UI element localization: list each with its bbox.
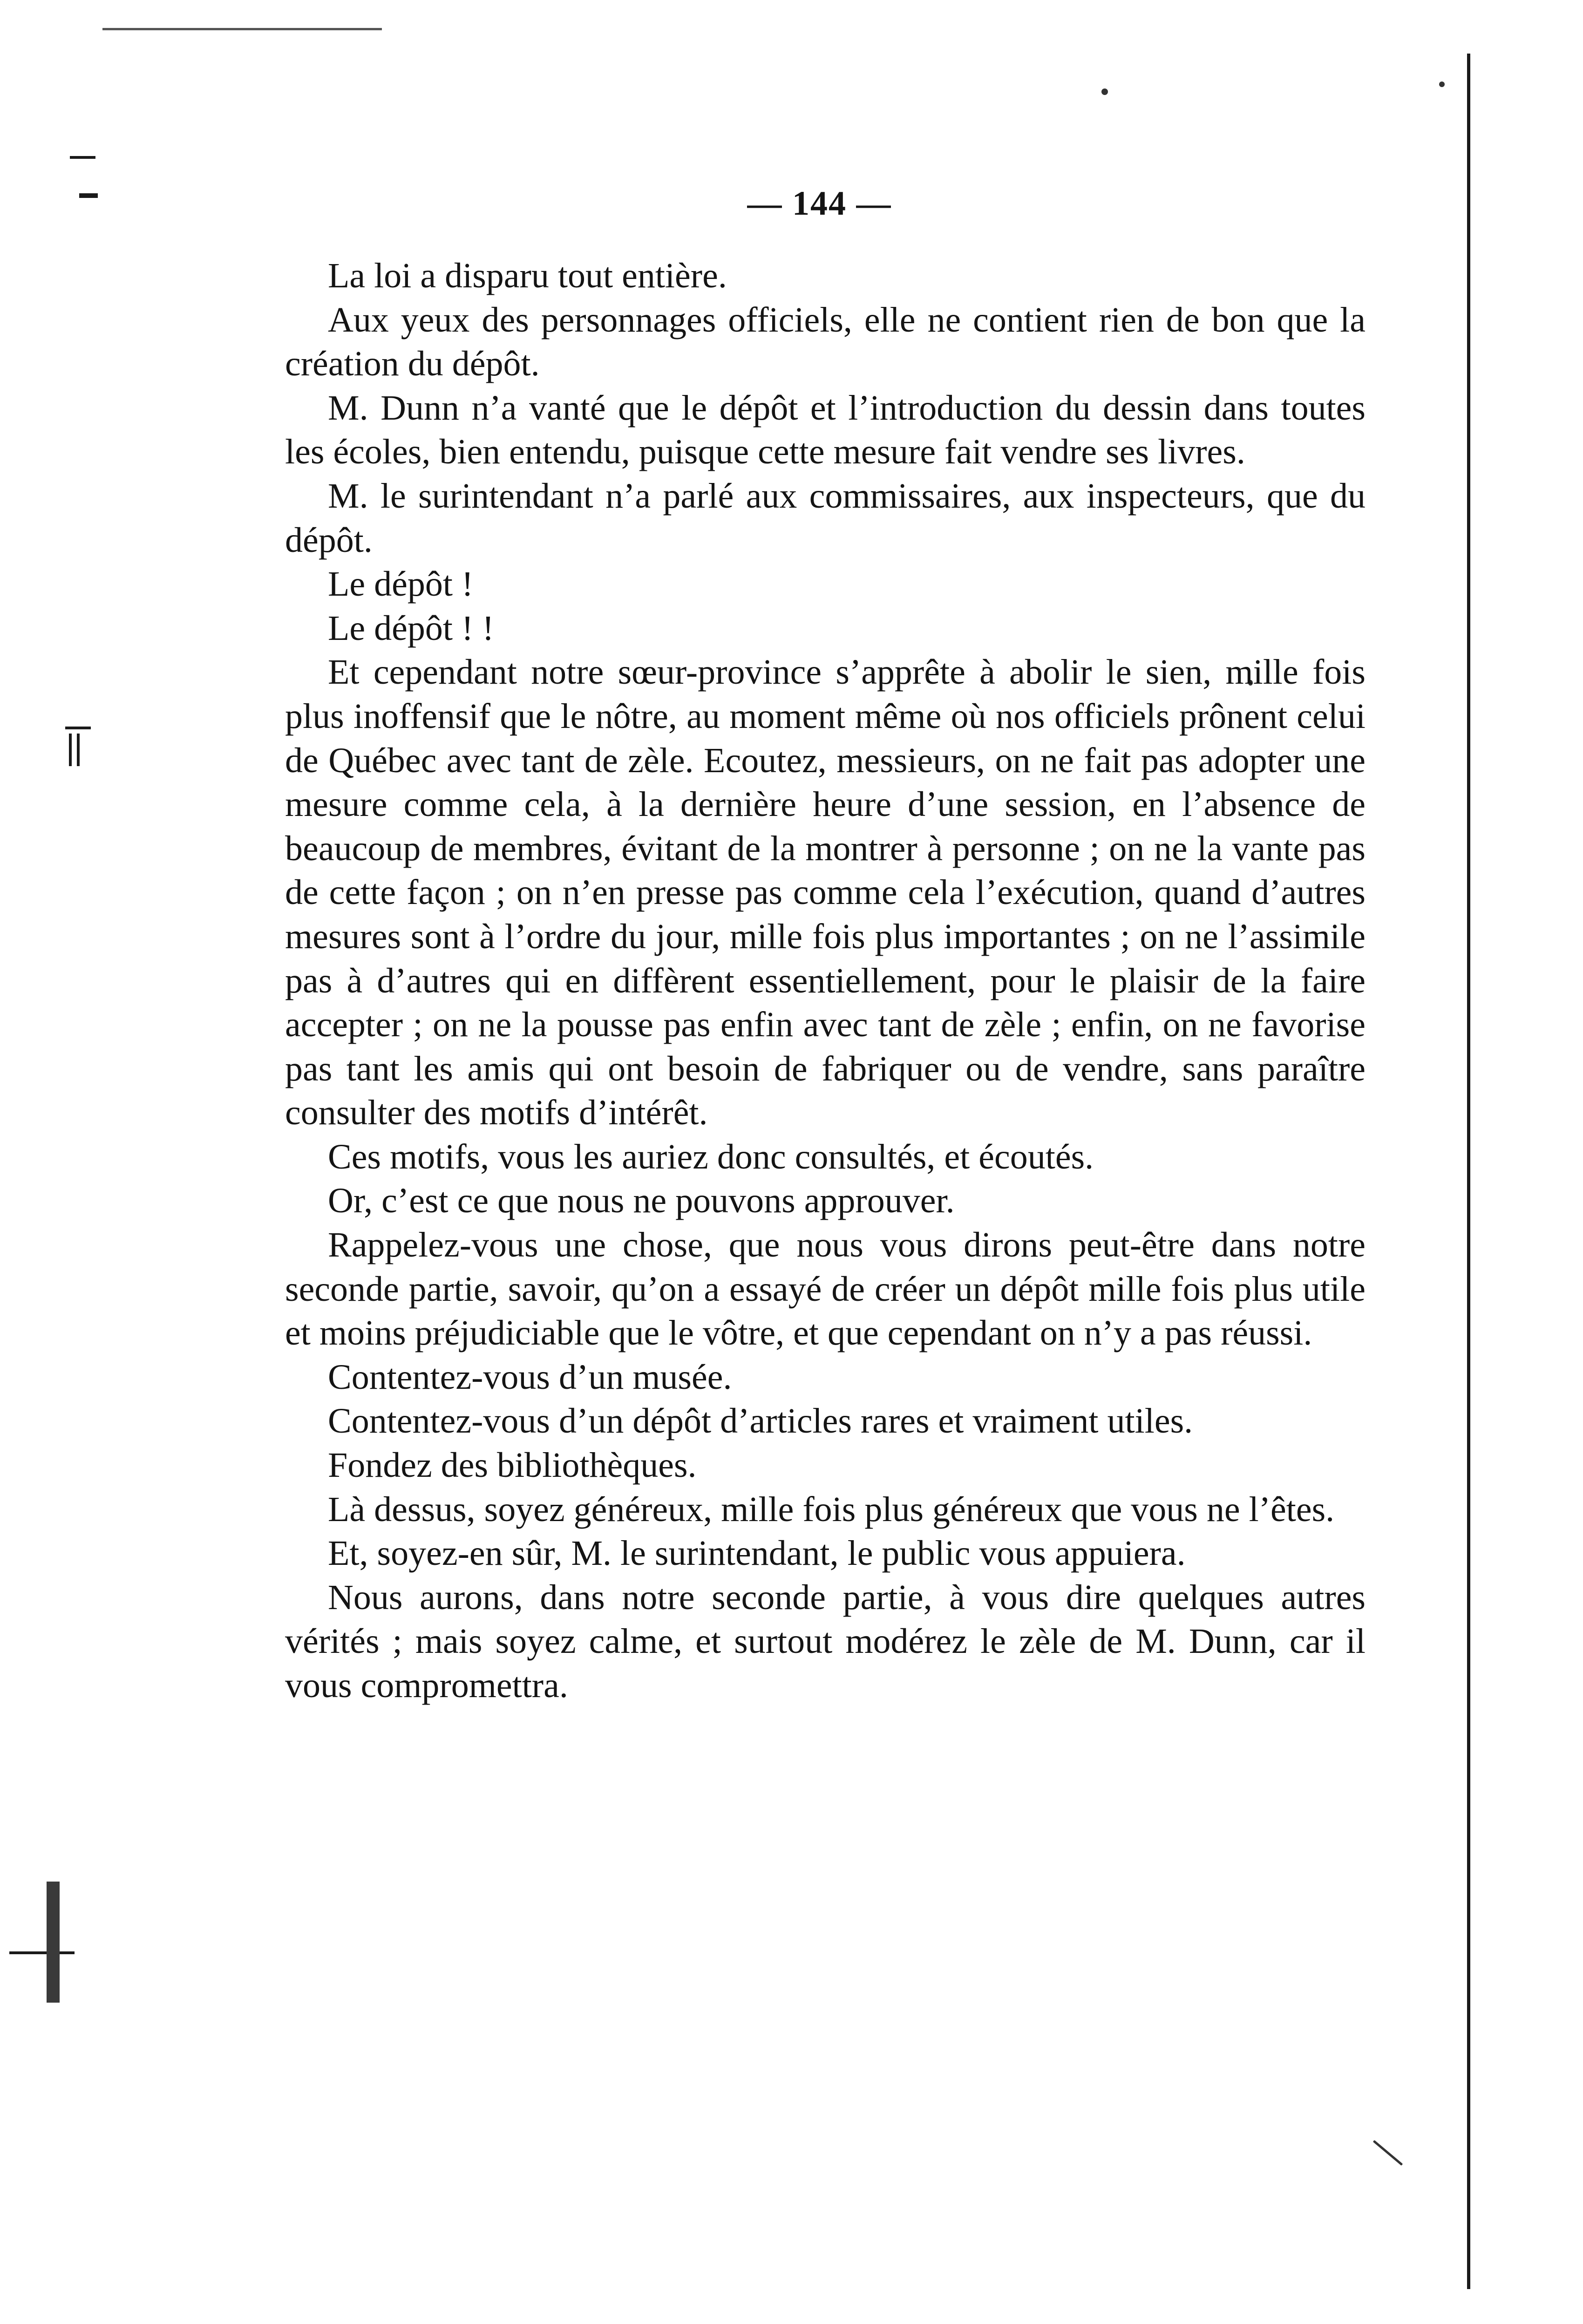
margin-mark	[77, 734, 80, 766]
scan-speck	[1373, 2140, 1403, 2166]
margin-mark	[47, 1882, 60, 2003]
scan-speck	[1101, 88, 1108, 95]
margin-mark	[102, 28, 382, 30]
paragraph: Le dépôt ! !	[328, 608, 494, 648]
margin-mark	[69, 734, 72, 766]
margin-mark	[9, 1951, 75, 1954]
paragraph: M. Dunn n’a vanté que le dépôt et l’introduction du dessin dans toutes les écoles, bien entendu, puisque cette mesure fait vendre ses livres.	[285, 388, 1366, 472]
paragraph: M. le surintendant n’a parlé aux commissaires, aux inspecteurs, que du dépôt.	[285, 476, 1366, 560]
paragraph: Et cependant notre sœur-province s’apprête à abolir le sien, mille fois plus inoffensif que le nôtre, au moment même où nos officiels prônent celui de Québec avec tant de zèle. Ecoutez, messieurs, on ne fait pas adopter une mesure comme cela, à la dernière heure d’une session, en l’absence de beaucoup de membres, évitant de la montrer à personne ; on ne la vante pas de cette façon ; on n’en presse pas comme cela l’exécution, quand d’autres mesures sont à l’ordre du jour, mille fois plus importantes ; on ne l’assimile pas à d’autres qui en diffèrent essentiellement, pour le plaisir de la faire accepter ; on ne la pousse pas enfin avec tant de zèle ; enfin, on ne favorise pas tant les amis qui ont besoin de fabriquer ou de vendre, sans paraître consulter des motifs d’intérêt.	[285, 652, 1366, 1133]
body-text	[285, 254, 1366, 1708]
paragraph: Et, soyez-en sûr, M. le surintendant, le public vous appuiera.	[328, 1534, 1186, 1573]
paragraph: Là dessus, soyez généreux, mille fois plus généreux que vous ne l’êtes.	[328, 1489, 1335, 1529]
page-edge-rule	[1467, 54, 1470, 2289]
paragraph: Contentez-vous d’un musée.	[328, 1357, 732, 1397]
margin-mark	[65, 727, 91, 729]
margin-mark	[70, 156, 95, 159]
paragraph: Or, c’est ce que nous ne pouvons approuver.	[328, 1181, 955, 1221]
paragraph: Ces motifs, vous les auriez donc consultés, et écoutés.	[328, 1137, 1094, 1176]
scan-speck	[1439, 82, 1445, 87]
paragraph: Rappelez-vous une chose, que nous vous dirons peut-être dans notre seconde partie, savoir, qu’on a essayé de créer un dépôt mille fois plus utile et moins préjudiciable que le vôtre, et que cependant on n’y a pas réussi.	[285, 1225, 1366, 1353]
page-number: — 144 —	[747, 184, 892, 223]
paragraph: Le dépôt !	[328, 564, 474, 604]
paragraph: Contentez-vous d’un dépôt d’articles rares et vraiment utiles.	[328, 1401, 1193, 1441]
paragraph: Nous aurons, dans notre seconde partie, à vous dire quelques autres vérités ; mais soyez calme, et surtout modérez le zèle de M. Dunn, car il vous compromettra.	[285, 1577, 1366, 1705]
paragraph: La loi a disparu tout entière.	[328, 256, 727, 295]
paragraph: Fondez des bibliothèques.	[328, 1446, 697, 1485]
paragraph: Aux yeux des personnages officiels, elle ne contient rien de bon que la création du dépôt.	[285, 300, 1366, 384]
